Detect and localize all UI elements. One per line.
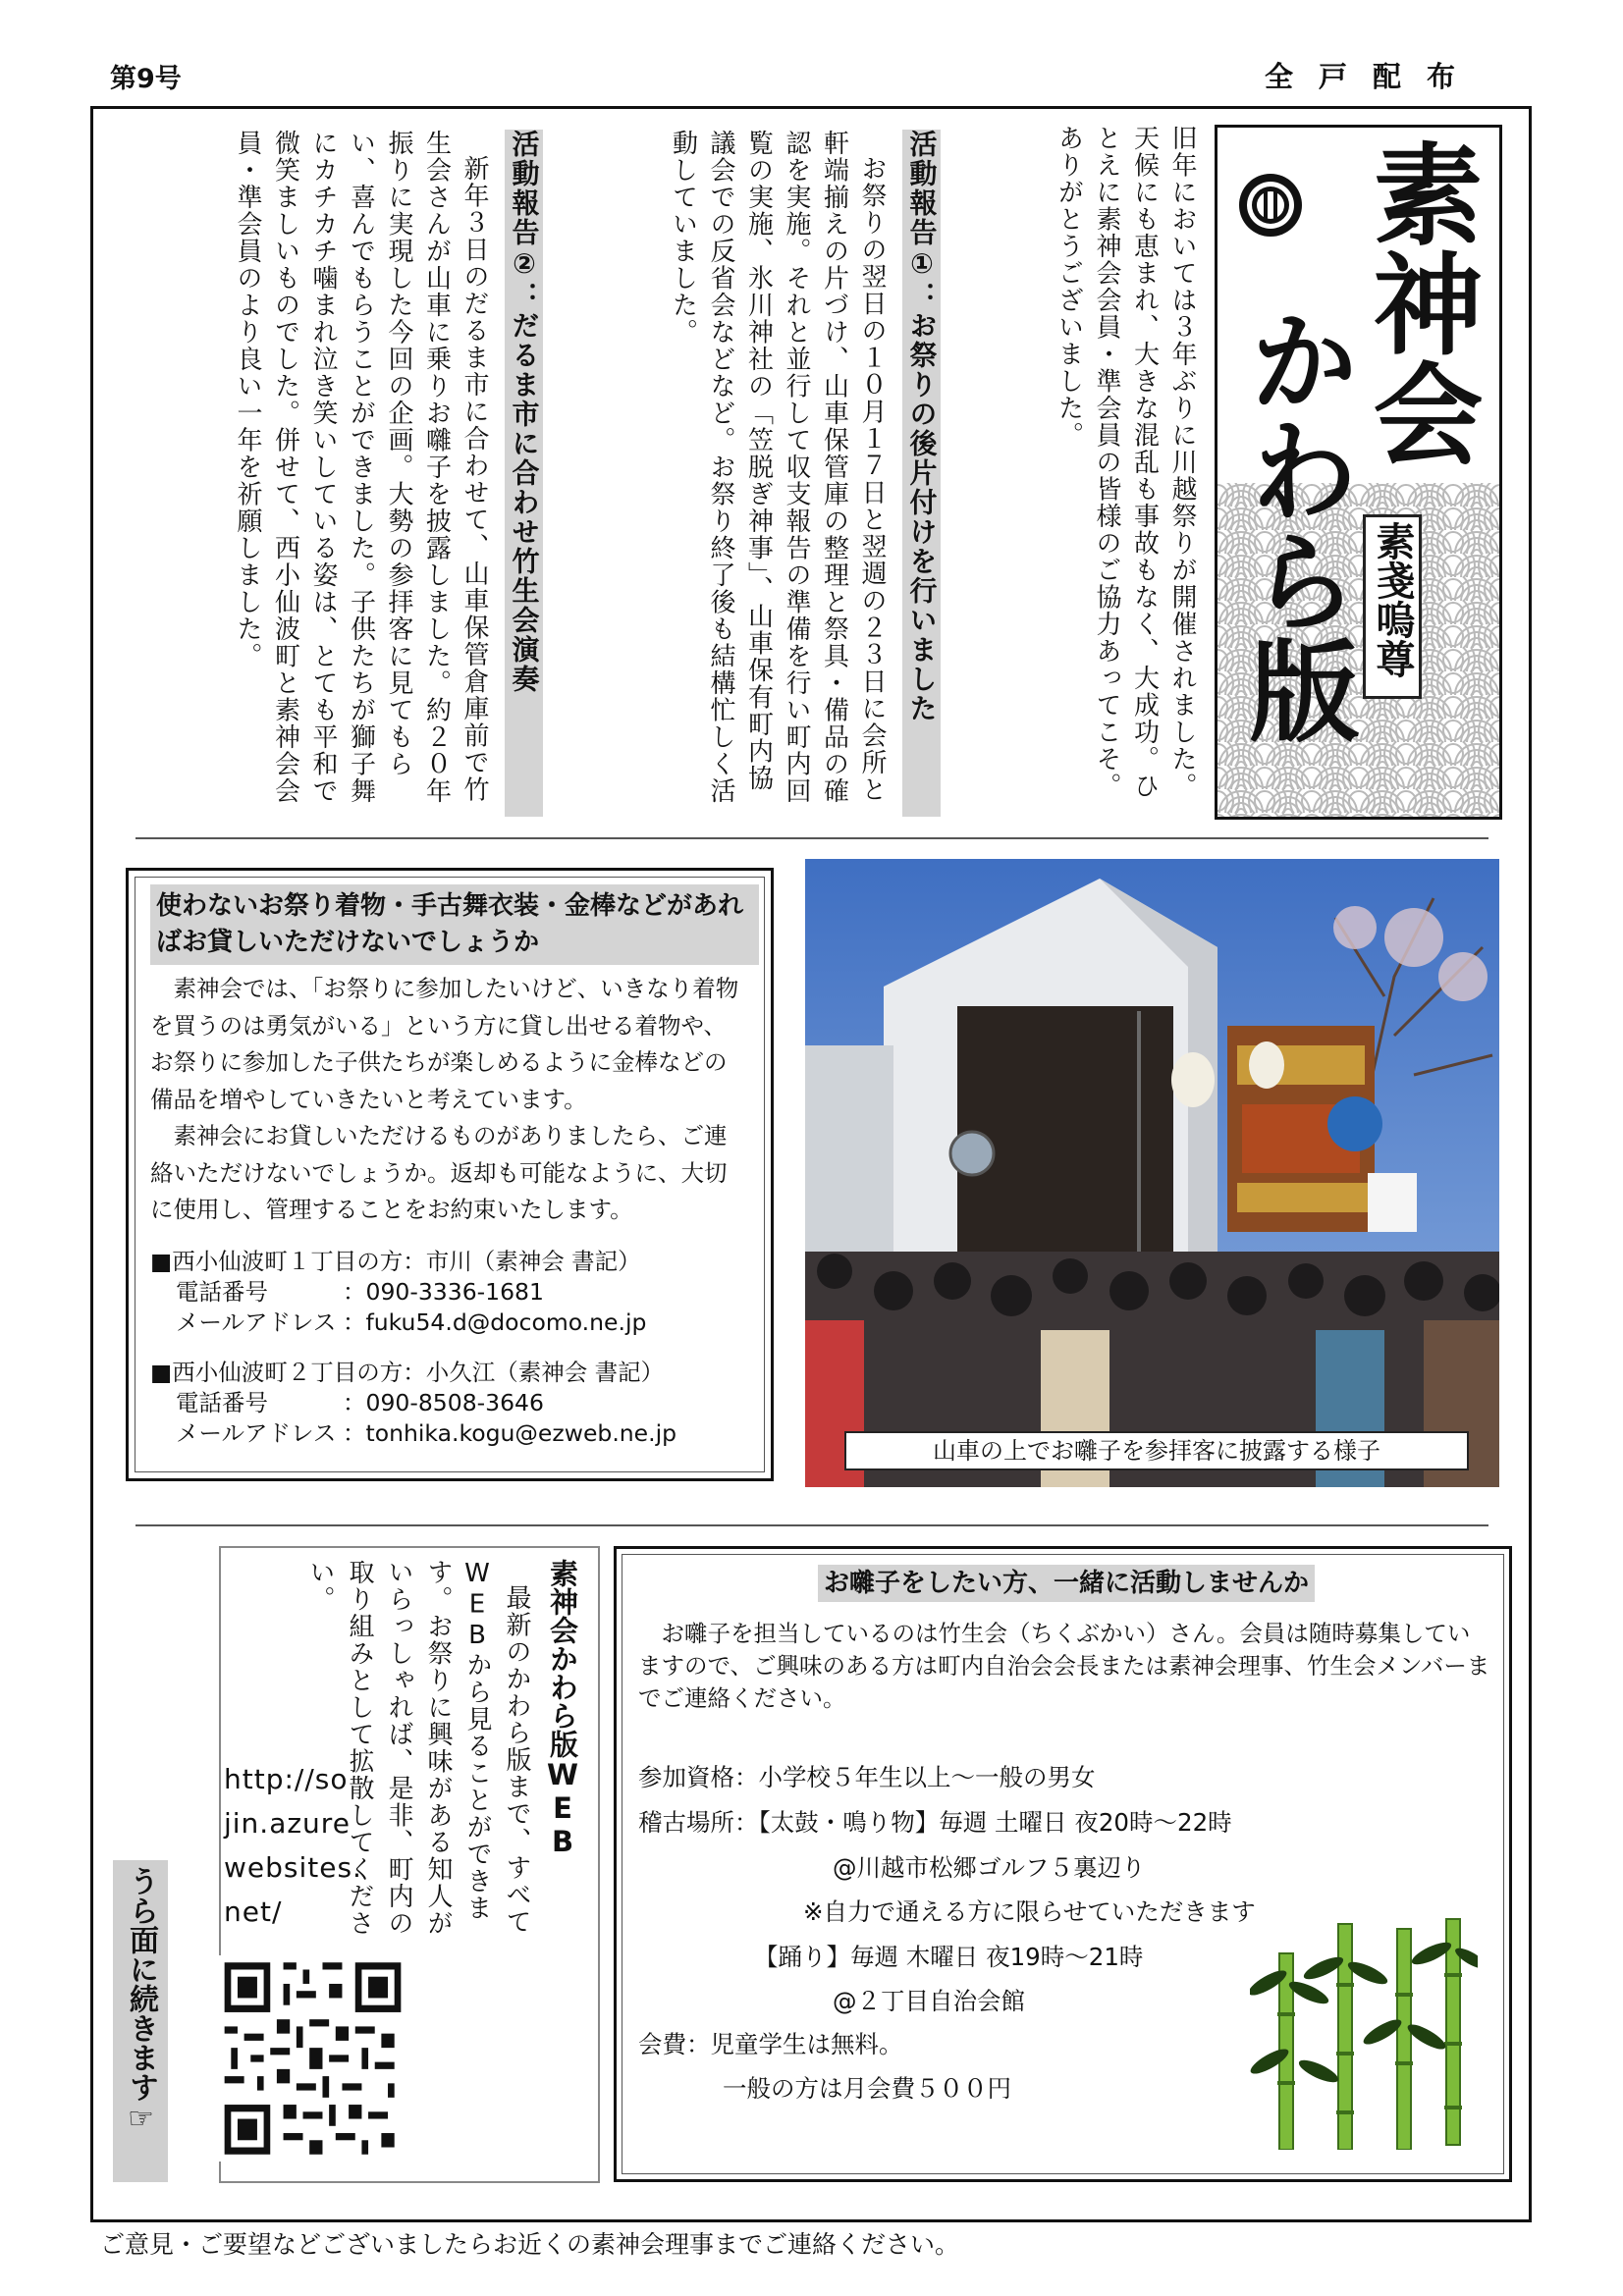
hayashi-eligibility: 参加資格：小学校５年生以上～一般の男女 [638, 1763, 1096, 1791]
lend-request-box [126, 868, 774, 1481]
hayashi-practice-place: 稽古場所：【太鼓・鳴り物】毎週 土曜日 夜20時～22時 [638, 1808, 1232, 1837]
contact-1 [150, 1247, 749, 1338]
festival-scene-illustration [805, 859, 1499, 1487]
stamp-text: 素戔嗚尊 [1370, 521, 1416, 678]
lend-paragraph-1: 素神会では、「お祭りに参加したいけど、いきなり着物を買うのは勇気がいる」という方に貸し出せる着物や、お祭りに参加した子供たちが楽しめるように金棒などの備品を増やしていきたいと考えています。 [150, 975, 739, 1113]
web-heading: 素神会かわら版WEB [546, 1559, 579, 1858]
contact-1-phone-label: 電話番号 [176, 1277, 268, 1306]
crest-icon [1237, 172, 1304, 239]
masthead-title-1: 素神会 [1355, 137, 1484, 467]
url-line-4: net/ [224, 1896, 283, 1928]
divider-bottom [135, 1524, 1488, 1526]
contact-2-mail-row [150, 1418, 749, 1449]
hayashi-practice-note: ※自力で通える方に限らせていただきます [803, 1897, 1256, 1926]
contact-1-phone-row [150, 1277, 749, 1308]
continue-text: うら面に続きます☞ [124, 1866, 158, 2136]
report1-heading: 活動報告①：お祭りの後片付けを行いました [902, 130, 941, 817]
contact-1-phone: ：090-3336-1681 [343, 1277, 544, 1306]
hayashi-title: お囃子をしたい方、一緒に活動しませんか [818, 1565, 1315, 1602]
contact-2 [150, 1358, 749, 1449]
web-url [224, 1757, 362, 1934]
hayashi-recruit-box [614, 1546, 1512, 2182]
photo-caption: 山車の上でお囃子を参拝客に披露する様子 [844, 1431, 1469, 1470]
contact-2-phone: ：090-8508-3646 [343, 1388, 544, 1416]
footer-note: ご意見・ご要望などございましたらお近くの素神会理事までご連絡ください。 [100, 2230, 960, 2259]
issue-number: 第9号 [110, 64, 182, 94]
qr-code[interactable] [218, 1955, 407, 2162]
hayashi-practice-location: @川越市松郷ゴルフ５裏辺り [833, 1853, 1146, 1882]
divider-top [135, 837, 1488, 839]
hayashi-fee: 会費：児童学生は無料。 [638, 2030, 903, 2058]
url-line-1: http://so [224, 1763, 349, 1795]
contact-1-mail-row [150, 1308, 749, 1338]
report1-body: お祭りの翌日の１０月１７日と翌週の２３日に会所と軒端揃えの片づけ、山車保管庫の整理と祭具・備品の確認を実施。それと並行して収支報告の準備を行い町内回覧の実施、氷川神社の「笠脱ぎ神事」、山車保有町内協議会での反省会などなど。お祭り終了後も結構忙しく活動していました。 [668, 130, 887, 805]
intro-paragraph: 旧年においては３年ぶりに川越祭りが開催されました。天候にも恵まれ、大きな混乱も事故もなく、大成功。ひとえに素神会会員・準会員の皆様のご協力あってこそ。ありがとうございました。 [1054, 125, 1197, 800]
masthead [1215, 125, 1502, 820]
hayashi-dance-schedule: 【踊り】毎週 木曜日 夜19時～21時 [754, 1943, 1144, 1971]
contact-1-line: ■西小仙波町１丁目の方：市川（素神会 書記） [150, 1247, 641, 1275]
contact-1-mail-label: メールアドレス [176, 1308, 337, 1336]
url-line-2: jin.azure [224, 1807, 351, 1840]
lend-title: 使わないお祭り着物・手古舞衣装・金棒などがあればお貸しいただけないでしょうか [150, 884, 759, 965]
web-body: 最新のかわら版まで、すべてWEBから見ることができます。お祭りに興味がある知人がいらっしゃれば、是非、町内の取り組みとして拡散してください。 [305, 1559, 531, 1937]
stamp-susanoo [1363, 514, 1422, 699]
contact-2-line: ■西小仙波町２丁目の方：小久江（素神会 書記） [150, 1358, 665, 1386]
report2-body: 新年３日のだるま市に合わせて、山車保管倉庫前で竹生会さんが山車に乗りお囃子を披露しました。約２０年振りに実現した今回の企画。大勢の参拝客に見てもらい、喜んでもらうことができました。子供たちが獅子舞にカチカチ噛まれ泣き笑いしている姿は、とても平和で微笑ましいものでした。併せて、西小仙波町と素神会会員・準会員のより良い一年を祈願しました。 [233, 130, 489, 805]
contact-2-mail-label: メールアドレス [176, 1418, 337, 1447]
distribution-label: 全戸配布 [1265, 60, 1482, 93]
festival-photo [805, 859, 1499, 1487]
masthead-title-2: かわら版 [1231, 304, 1360, 744]
hayashi-fee-general: 一般の方は月会費５００円 [723, 2074, 1011, 2103]
qr-code-icon [218, 1955, 407, 2162]
lend-body [150, 971, 749, 1449]
contact-2-phone-row [150, 1388, 749, 1418]
lend-paragraph-2: 素神会にお貸しいただけるものがありましたら、ご連絡いただけないでしょうか。返却も可能なように、大切に使用し、管理することをお約束いたします。 [150, 1122, 728, 1223]
report2-heading: 活動報告②：だるま市に合わせ竹生会演奏 [505, 130, 543, 817]
hayashi-intro: お囃子を担当しているのは竹生会（ちくぶかい）さん。会員は随時募集していますので、ご興味のある方は町内自治会会長または素神会理事、竹生会メンバーまでご連絡ください。 [638, 1620, 1490, 1712]
contact-1-mail: ：fuku54.d@docomo.ne.jp [343, 1308, 647, 1336]
bamboo-icon [1250, 1914, 1478, 2150]
url-line-3: websites. [224, 1851, 362, 1884]
hayashi-dance-location: @２丁目自治会館 [833, 1987, 1025, 2015]
contact-2-mail: ：tonhika.kogu@ezweb.ne.jp [343, 1418, 677, 1447]
contact-2-phone-label: 電話番号 [176, 1388, 268, 1416]
continue-overleaf [113, 1860, 168, 2182]
